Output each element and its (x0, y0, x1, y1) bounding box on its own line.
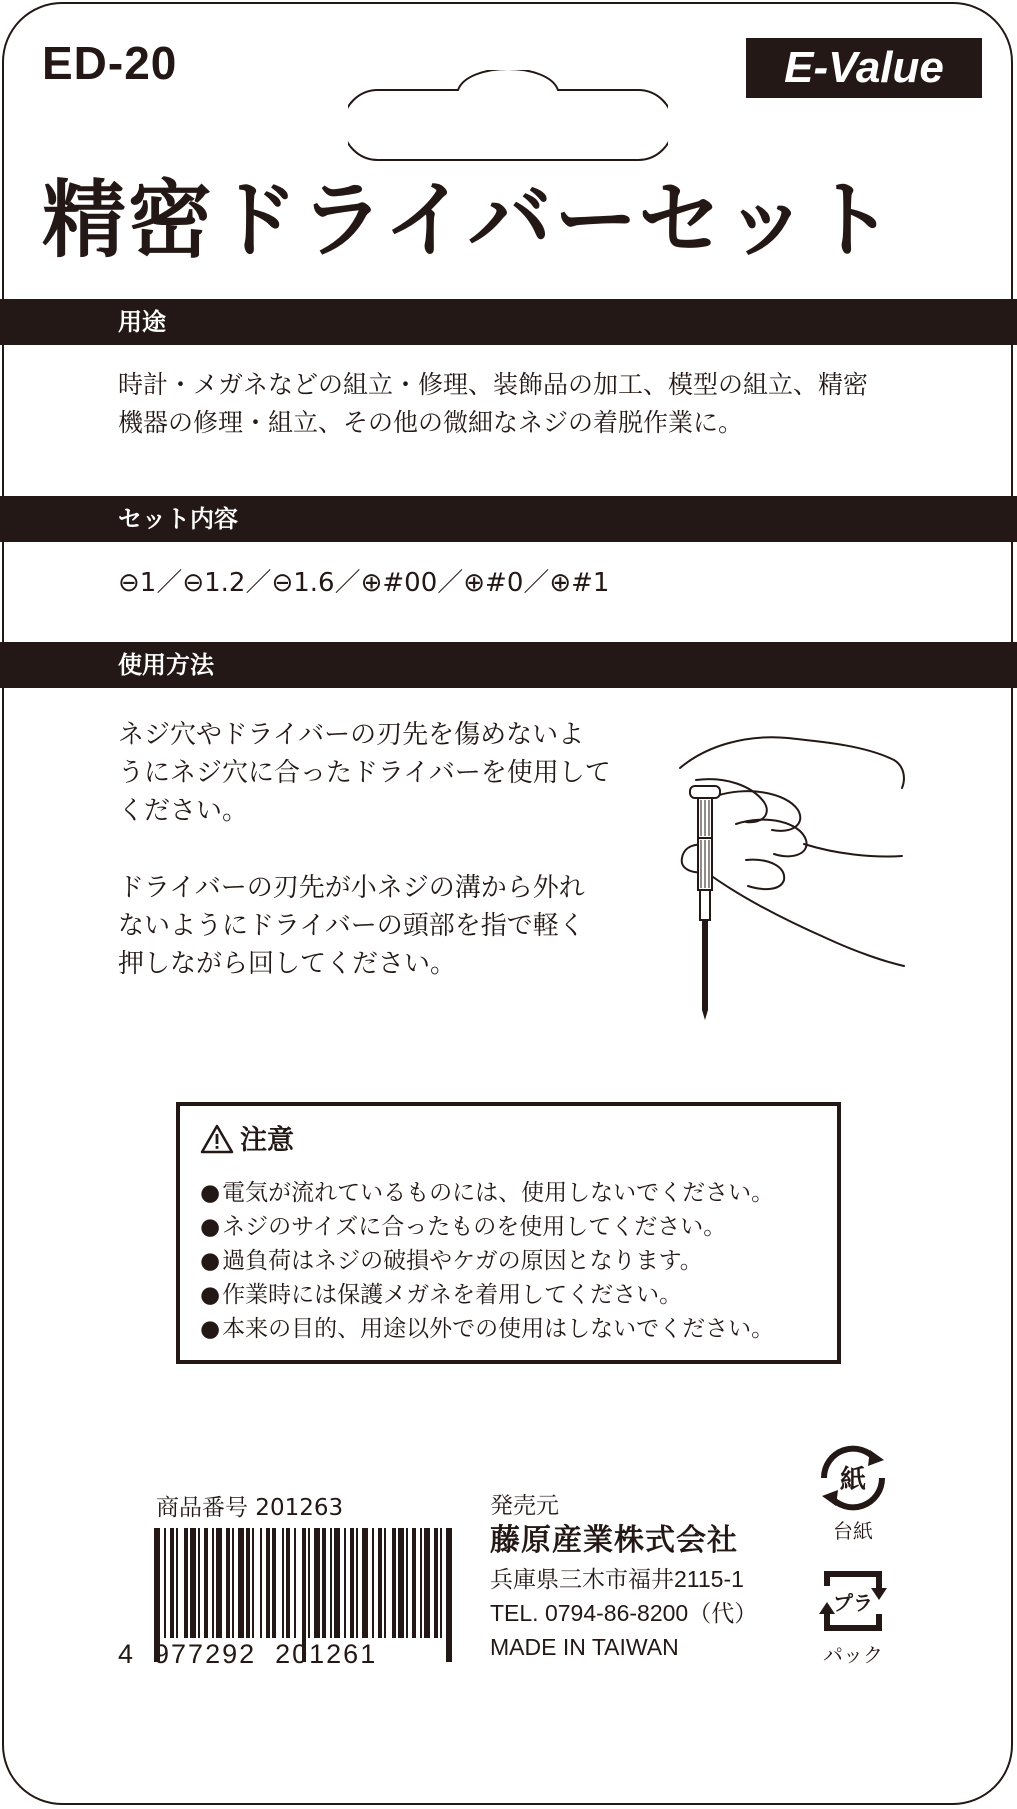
howto-paragraph-2 (118, 869, 585, 983)
company-name: 藤原産業株式会社 (490, 1524, 738, 1557)
barcode-bar (282, 1528, 284, 1638)
paper-recycle-mark (808, 1442, 898, 1544)
barcode-bar (226, 1528, 230, 1638)
caution-heading (200, 1124, 294, 1158)
barcode-bar (350, 1528, 354, 1638)
howto-line: ないようにドライバーの頭部を指で軽く (118, 911, 585, 941)
caution-item: ● 作業時には保護メガネを着用してください。 (200, 1278, 774, 1312)
barcode-bar (424, 1528, 430, 1638)
barcode-bar (406, 1528, 408, 1638)
barcode-bar (184, 1528, 188, 1638)
barcode-bar (434, 1528, 438, 1638)
usage-text (118, 366, 868, 442)
barcode-bar (272, 1528, 276, 1638)
barcode-bar (398, 1528, 404, 1638)
caution-item: ● 電気が流れているものには、使用しないでください。 (200, 1176, 774, 1210)
hanger-hole (348, 70, 668, 162)
paper-recycle-glyph: 紙 (839, 1465, 867, 1495)
barcode-bar (344, 1528, 346, 1638)
plastic-recycle-icon (813, 1564, 893, 1638)
brand-logo: E-Value (746, 38, 982, 98)
barcode-bar (190, 1528, 196, 1638)
plastic-recycle-label: パック (823, 1643, 883, 1667)
usage-heading: 用途 (0, 299, 1017, 345)
company-tel: TEL. 0794-86-8200（代） (490, 1600, 758, 1626)
plastic-recycle-mark (808, 1564, 898, 1668)
caution-list (200, 1176, 774, 1346)
barcode-bar (322, 1528, 326, 1638)
barcode-bar (384, 1528, 386, 1638)
country-of-origin: MADE IN TAIWAN (490, 1634, 679, 1660)
model-number: ED-20 (42, 37, 178, 89)
company-address: 兵庫県三木市福井2115-1 (490, 1566, 744, 1592)
barcode-digits: 4 977292 201261 (118, 1639, 378, 1669)
usage-line: 機器の修理・組立、その他の微細なネジの着脱作業に。 (118, 408, 744, 437)
howto-line: 押しながら回してください。 (118, 949, 457, 979)
barcode-bar (198, 1528, 200, 1638)
barcode-bar (372, 1528, 374, 1638)
barcode-bar (204, 1528, 208, 1638)
caution-box (176, 1102, 841, 1364)
hand-screwdriver-illustration (676, 726, 908, 1030)
howto-line: ください。 (118, 796, 249, 826)
howto-line: ドライバーの刃先が小ネジの溝から外れ (118, 873, 585, 903)
barcode-bar (232, 1528, 234, 1638)
barcode-bar (246, 1528, 250, 1638)
barcode-bar (212, 1528, 214, 1638)
barcode-bar (412, 1528, 416, 1638)
howto-paragraph-1 (118, 716, 611, 830)
barcode-bar (252, 1528, 254, 1638)
barcode-bar (164, 1528, 166, 1638)
warning-icon (200, 1124, 234, 1154)
contents-heading: セット内容 (0, 496, 1017, 542)
barcode-bar (378, 1528, 382, 1638)
paper-recycle-icon (814, 1442, 892, 1514)
barcode-bar (266, 1528, 270, 1638)
barcode-bar (440, 1528, 442, 1638)
seller-info (490, 1490, 757, 1664)
product-title: 精密ドライバーセット (42, 171, 897, 269)
barcode-bar (238, 1528, 244, 1638)
barcode-bar (308, 1528, 310, 1638)
barcode-bar (334, 1528, 340, 1638)
product-number: 商品番号 201263 (156, 1495, 344, 1521)
barcode-bar (356, 1528, 358, 1638)
barcode-bar (362, 1528, 368, 1638)
howto-line: ネジ穴やドライバーの刃先を傷めないよ (118, 720, 585, 750)
barcode-bar (176, 1528, 178, 1638)
barcode-bar (446, 1528, 452, 1662)
seller-label: 発売元 (490, 1492, 559, 1518)
barcode-bar (420, 1528, 422, 1638)
barcode-bar (392, 1528, 396, 1638)
barcode-bar (330, 1528, 332, 1638)
usage-line: 時計・メガネなどの組立・修理、装飾品の加工、模型の組立、精密 (118, 370, 869, 399)
caution-item: ● 本来の目的、用途以外での使用はしないでください。 (200, 1312, 774, 1346)
contents-items: ⊖1／⊖1.2／⊖1.6／⊕#00／⊕#0／⊕#1 (118, 568, 610, 598)
howto-line: うにネジ穴に合ったドライバーを使用して (118, 758, 611, 788)
caution-item: ● ネジのサイズに合ったものを使用してください。 (200, 1210, 774, 1244)
plastic-recycle-glyph: プラ (833, 1591, 873, 1615)
paper-recycle-label: 台紙 (833, 1519, 873, 1543)
caution-item: ● 過負荷はネジの破損やケガの原因となります。 (200, 1244, 774, 1278)
barcode-bar (216, 1528, 222, 1638)
barcode-bar (170, 1528, 174, 1638)
caution-title: 注意 (240, 1125, 294, 1156)
barcode-bar (294, 1528, 296, 1638)
barcode-bar (314, 1528, 320, 1638)
barcode-bar (260, 1528, 262, 1638)
barcode-bar (286, 1528, 290, 1638)
howto-heading: 使用方法 (0, 642, 1017, 688)
